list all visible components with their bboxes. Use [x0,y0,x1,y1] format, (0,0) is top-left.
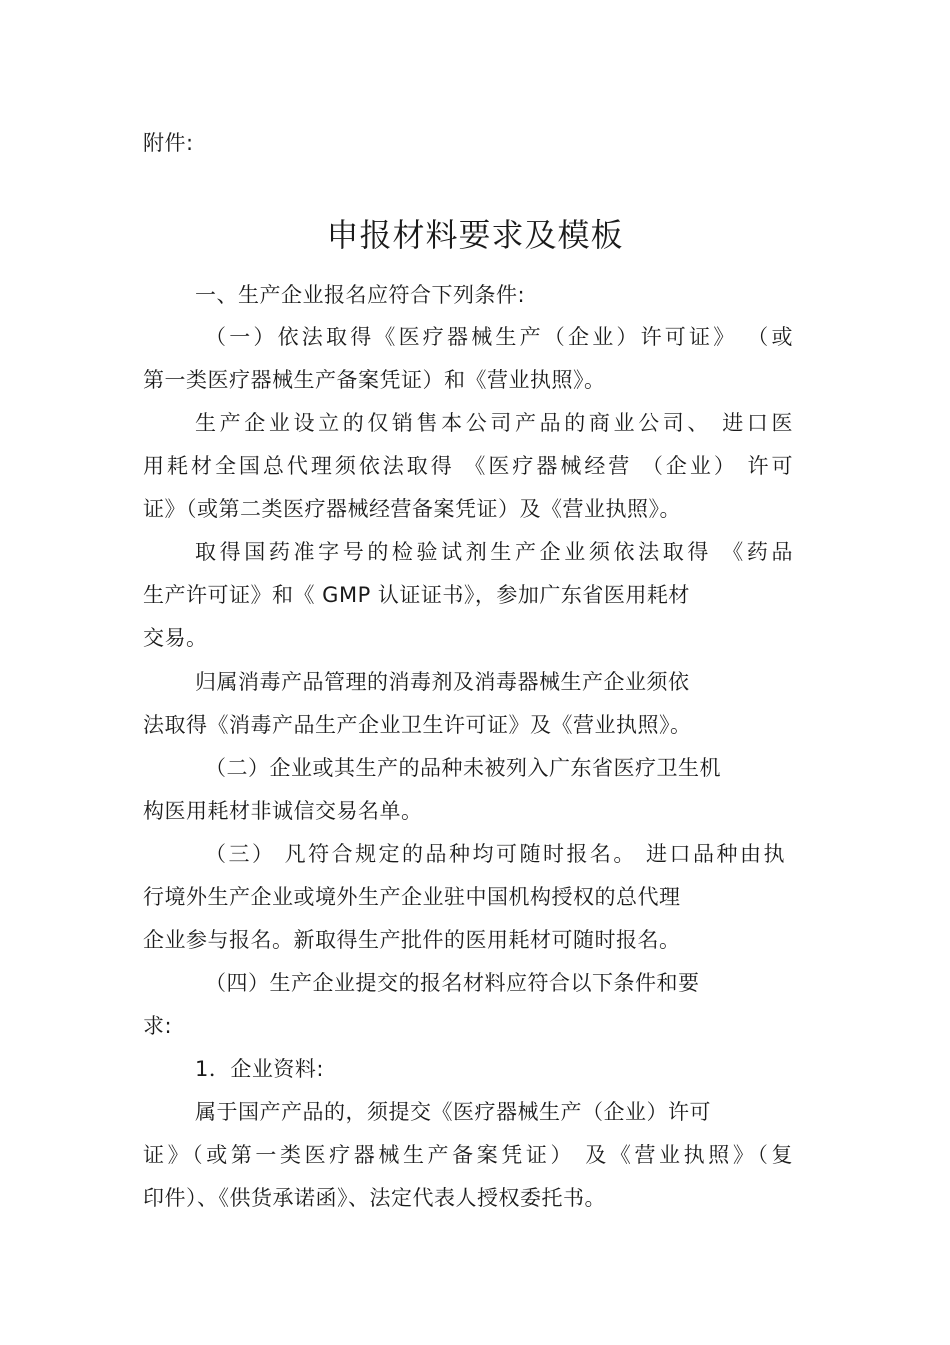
paragraph-line: 用耗材全国总代理须依法取得 《医疗器械经营 （企业） 许可 [143,454,793,478]
paragraph-line: （二）企业或其生产的品种未被列入广东省医疗卫生机 [205,756,721,780]
attachment-label: 附件: [143,131,194,155]
paragraph-line: 一、生产企业报名应符合下列条件: [195,283,526,307]
page-title: 申报材料要求及模板 [326,216,624,254]
paragraph-line: 生产许可证》和《 GMP 认证证书》，参加广东省医用耗材 [143,583,690,607]
paragraph-line: （一）依法取得《医疗器械生产（企业）许可证》 （或 [205,325,793,349]
paragraph-line: 1．企业资料: [195,1057,324,1081]
paragraph-line: 构医用耗材非诚信交易名单。 [143,799,423,823]
paragraph-line: 印件）、《供货承诺函》、法定代表人授权委托书。 [143,1186,606,1210]
paragraph-line: 交易。 [143,626,208,650]
paragraph-line: （三） 凡符合规定的品种均可随时报名。 进口品种由执 [205,842,785,866]
paragraph-line: 生产企业设立的仅销售本公司产品的商业公司、 进口医 [195,411,793,435]
paragraph-line: 第一类医疗器械生产备案凭证）和《营业执照》。 [143,368,606,392]
paragraph-line: （四）生产企业提交的报名材料应符合以下条件和要 [205,971,700,995]
paragraph-line: 归属消毒产品管理的消毒剂及消毒器械生产企业须依 [195,670,690,694]
paragraph-line: 法取得《消毒产品生产企业卫生许可证》及《营业执照》。 [143,713,692,737]
paragraph-line: 求: [143,1014,173,1038]
paragraph-line: 企业参与报名。新取得生产批件的医用耗材可随时报名。 [143,928,681,952]
paragraph-line: 行境外生产企业或境外生产企业驻中国机构授权的总代理 [143,885,681,909]
paragraph-line: 证》（或第一类医疗器械生产备案凭证） 及《营业执照》（复 [143,1143,793,1167]
paragraph-line: 属于国产产品的，须提交《医疗器械生产（企业）许可 [195,1100,711,1124]
paragraph-line: 证》（或第二类医疗器械经营备案凭证）及《营业执照》。 [143,497,681,521]
paragraph-line: 取得国药准字号的检验试剂生产企业须依法取得 《药品 [195,540,793,564]
